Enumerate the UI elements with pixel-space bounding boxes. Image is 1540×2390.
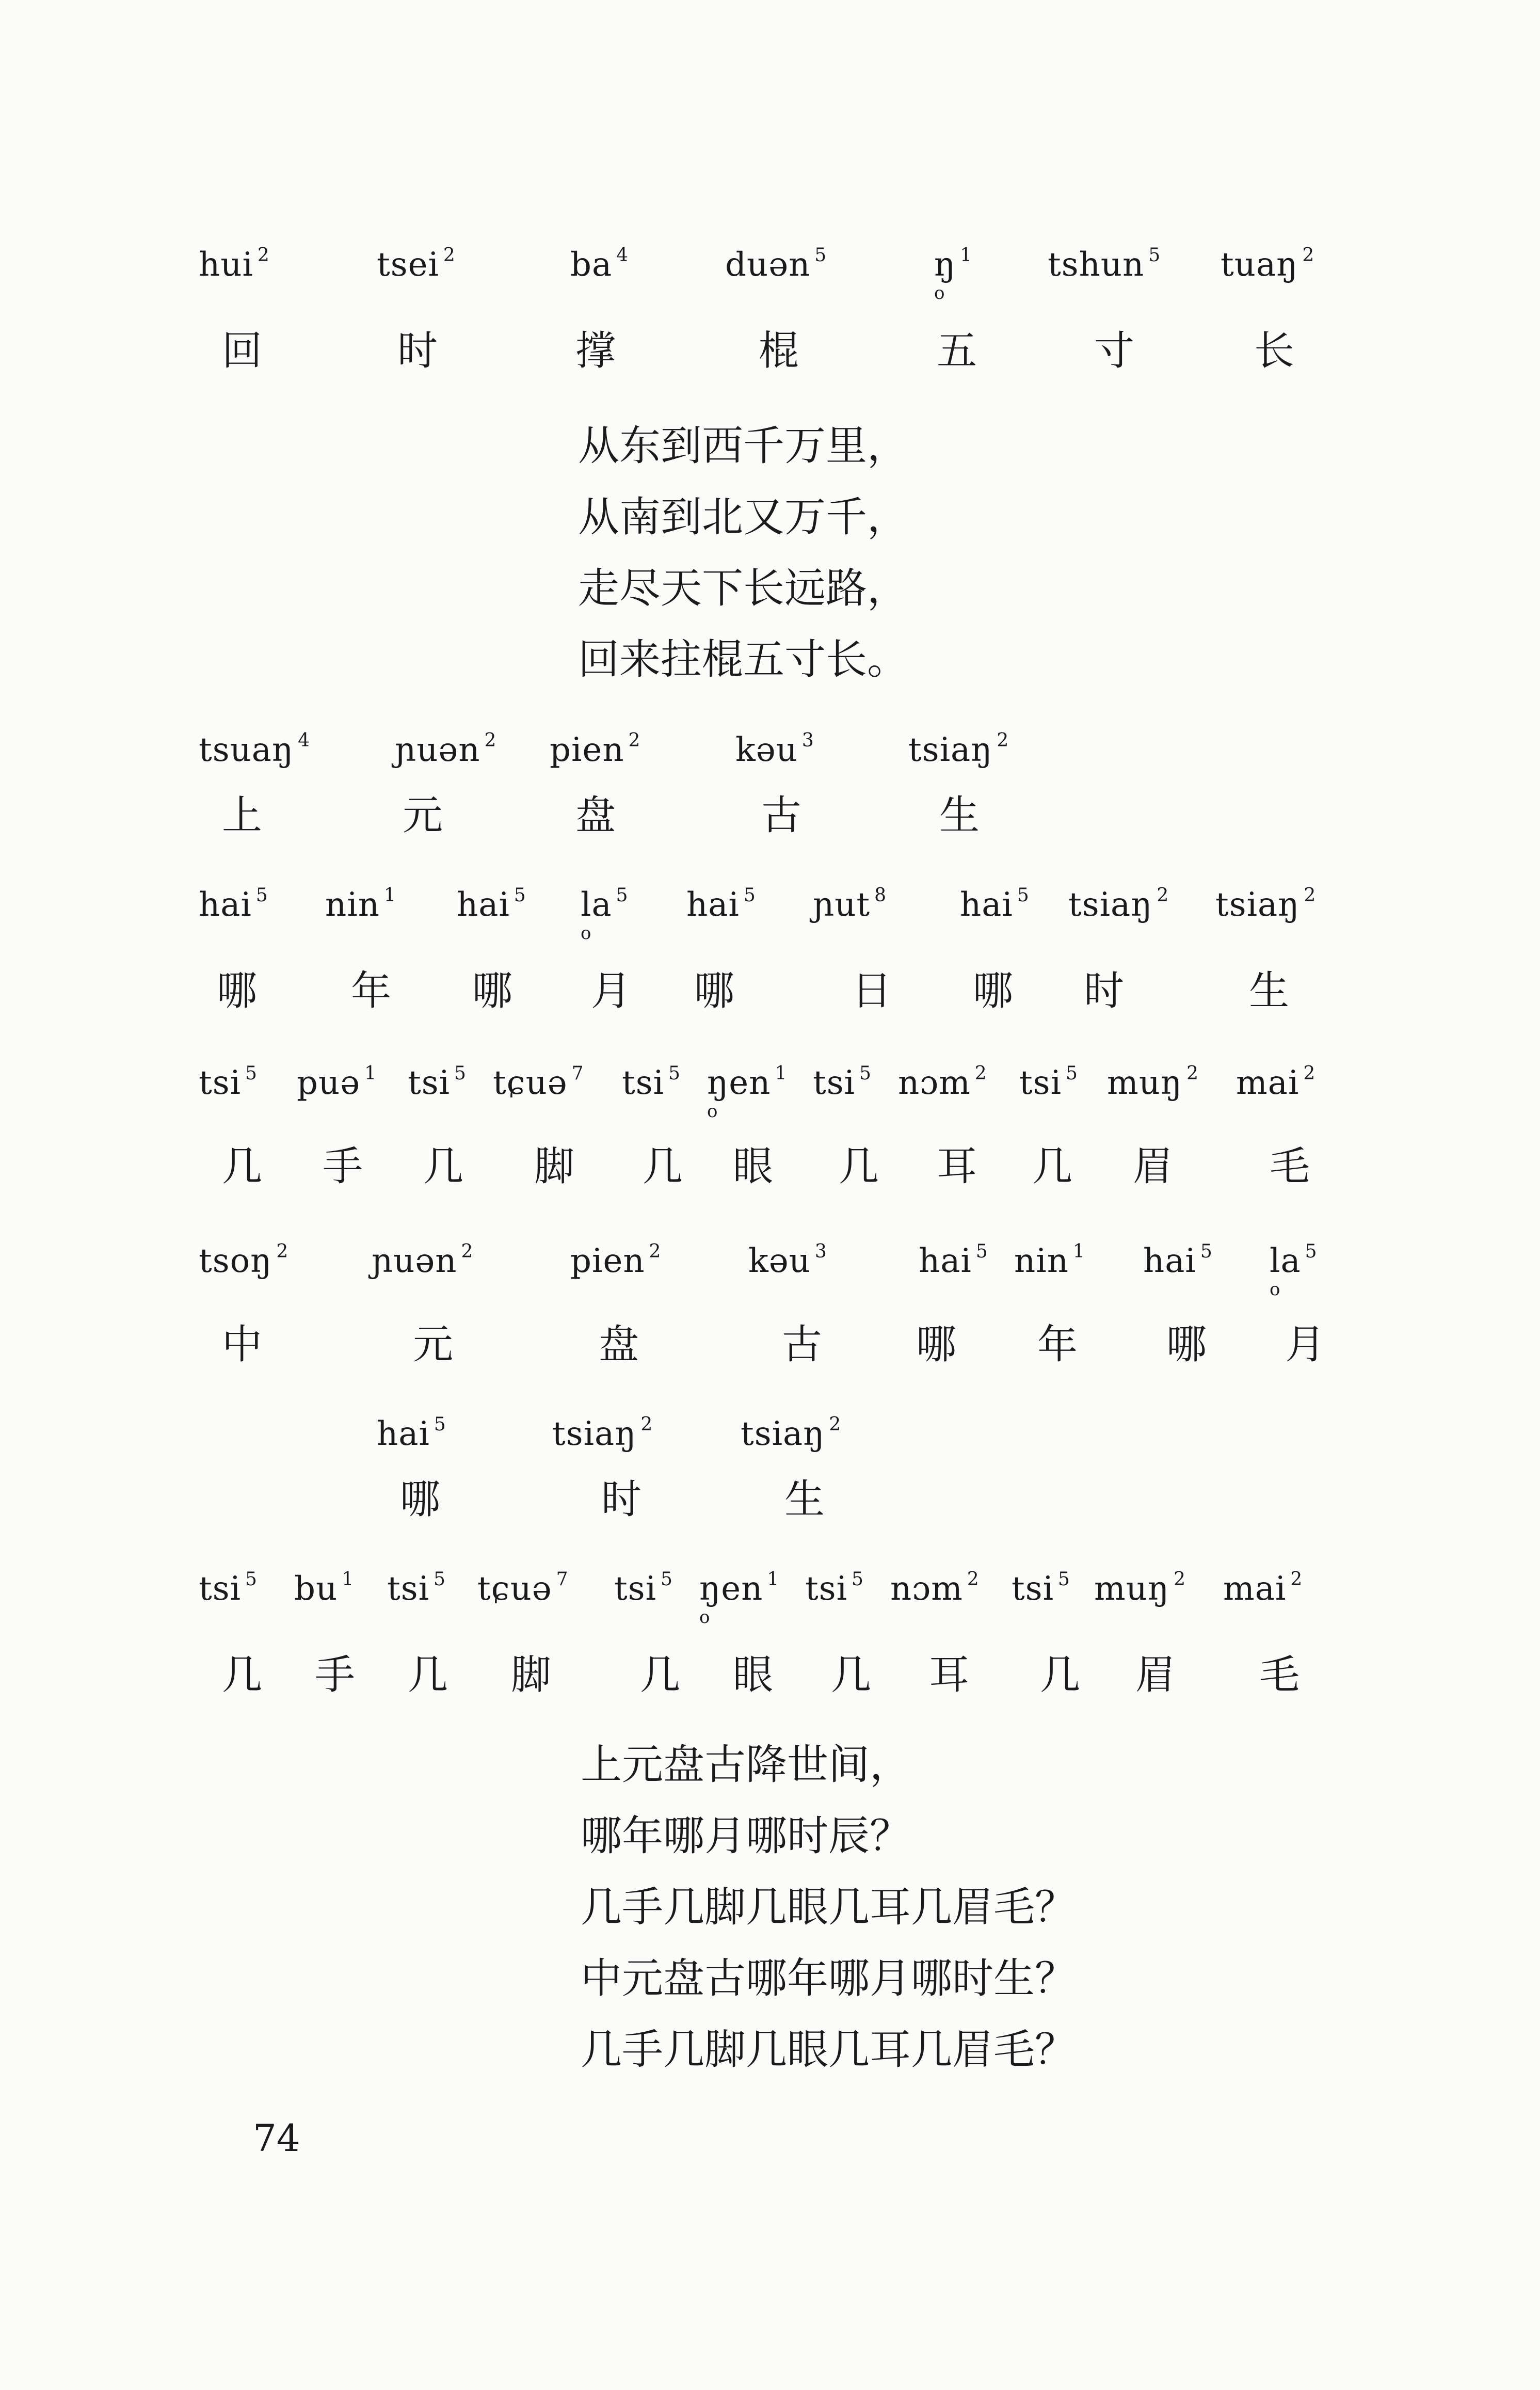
tone-number: 2 bbox=[1186, 1063, 1199, 1084]
tone-number: 5 bbox=[454, 1063, 467, 1084]
tone-number: 5 bbox=[616, 885, 629, 906]
romanized-syllable: tɕuə $^7$ bbox=[477, 1569, 569, 1608]
tone-number: 5 bbox=[1200, 1241, 1213, 1262]
romanized-syllable: hai $^5$ bbox=[686, 885, 756, 924]
tone-number: 5 bbox=[859, 1063, 872, 1084]
tone-number: 4 bbox=[616, 245, 629, 266]
romanized-syllable: hai $^5$ bbox=[1143, 1241, 1213, 1280]
tone-number: 5 bbox=[245, 1063, 258, 1084]
romanized-syllable: tsi $^5$ bbox=[1012, 1569, 1070, 1608]
romanized-syllable: kəu $^3$ bbox=[735, 730, 814, 769]
tone-number: 7 bbox=[571, 1063, 584, 1084]
romanized-syllable: tsi $^5$ bbox=[614, 1569, 673, 1608]
tone-number: 5 bbox=[668, 1063, 681, 1084]
romanized-syllable: ɲuən $^2$ bbox=[372, 1241, 474, 1280]
romanized-syllable: tuaŋ $^2$ bbox=[1221, 245, 1315, 284]
tone-number: 2 bbox=[829, 1414, 842, 1435]
syllabic-mark: o bbox=[934, 283, 945, 304]
hanzi-gloss: 哪 bbox=[217, 968, 258, 1014]
hanzi-gloss: 哪 bbox=[472, 968, 513, 1014]
romanized-syllable: pien $^2$ bbox=[570, 1241, 662, 1280]
tone-number: 2 bbox=[484, 730, 497, 751]
romanized-syllable: nɔm $^2$ bbox=[898, 1063, 987, 1102]
hanzi-gloss: 几 bbox=[1040, 1652, 1081, 1698]
hanzi-gloss: 哪 bbox=[694, 968, 735, 1014]
hanzi-gloss: 月 bbox=[1285, 1321, 1326, 1368]
romanized-syllable: ɲuən $^2$ bbox=[395, 730, 497, 769]
verse-line: 回来拄棍五寸长。 bbox=[578, 635, 908, 683]
hanzi-gloss: 中 bbox=[222, 1321, 263, 1368]
tone-number: 2 bbox=[443, 245, 456, 266]
hanzi-gloss: 盘 bbox=[575, 792, 616, 839]
hanzi-gloss: 几 bbox=[1032, 1143, 1073, 1190]
tone-number: 1 bbox=[383, 885, 396, 906]
syllabic-mark: o bbox=[581, 923, 592, 944]
hanzi-gloss: 时 bbox=[601, 1476, 642, 1523]
hanzi-gloss: 长 bbox=[1254, 328, 1295, 374]
tone-number: 2 bbox=[461, 1241, 474, 1262]
verse-line: 几手几脚几眼几耳几眉毛？ bbox=[581, 2026, 1076, 2074]
hanzi-gloss: 年 bbox=[1037, 1321, 1078, 1368]
tone-number: 2 bbox=[640, 1414, 653, 1435]
romanized-syllable: duən $^5$ bbox=[725, 245, 827, 284]
romanized-syllable: kəu $^3$ bbox=[748, 1241, 827, 1280]
tone-number: 2 bbox=[1174, 1569, 1186, 1590]
tone-number: 2 bbox=[1290, 1569, 1303, 1590]
tone-number: 2 bbox=[1157, 885, 1169, 906]
romanized-syllable: ŋen $^1$ o bbox=[699, 1569, 780, 1628]
hanzi-gloss: 时 bbox=[397, 328, 438, 374]
hanzi-gloss: 耳 bbox=[929, 1652, 970, 1698]
hanzi-gloss: 元 bbox=[403, 792, 443, 839]
tone-number: 5 bbox=[852, 1569, 864, 1590]
tone-number: 2 bbox=[276, 1241, 289, 1262]
hanzi-gloss: 生 bbox=[784, 1476, 825, 1523]
hanzi-gloss: 几 bbox=[423, 1143, 464, 1190]
tone-number: 5 bbox=[814, 245, 827, 266]
romanized-syllable: tsei $^2$ bbox=[377, 245, 456, 284]
syllabic-mark: o bbox=[1270, 1279, 1281, 1300]
romanized-syllable: tsi $^5$ bbox=[408, 1063, 467, 1102]
tone-number: 5 bbox=[514, 885, 526, 906]
romanized-syllable: tsi $^5$ bbox=[387, 1569, 446, 1608]
tone-number: 1 bbox=[767, 1569, 780, 1590]
romanized-syllable: tsuaŋ $^4$ bbox=[199, 730, 311, 769]
romanized-syllable: nin $^1$ bbox=[1014, 1241, 1085, 1280]
hanzi-gloss: 五 bbox=[937, 328, 977, 374]
tone-number: 2 bbox=[967, 1569, 980, 1590]
hanzi-gloss: 哪 bbox=[400, 1476, 441, 1523]
tone-number: 2 bbox=[1304, 885, 1317, 906]
tone-number: 8 bbox=[874, 885, 887, 906]
verse-line: 从东到西千万里， bbox=[578, 422, 908, 470]
romanized-syllable: hai $^5$ bbox=[457, 885, 526, 924]
hanzi-gloss: 时 bbox=[1084, 968, 1125, 1014]
hanzi-gloss: 眉 bbox=[1133, 1143, 1174, 1190]
tone-number: 5 bbox=[434, 1414, 446, 1435]
romanized-syllable: hai $^5$ bbox=[919, 1241, 988, 1280]
hanzi-gloss: 几 bbox=[222, 1652, 263, 1698]
tone-number: 5 bbox=[975, 1241, 988, 1262]
romanized-syllable: tsiaŋ $^2$ bbox=[741, 1414, 842, 1453]
tone-number: 2 bbox=[1303, 1063, 1316, 1084]
hanzi-gloss: 哪 bbox=[916, 1321, 957, 1368]
romanized-syllable: mai $^2$ bbox=[1236, 1063, 1316, 1102]
romanized-syllable: ba $^4$ bbox=[570, 245, 629, 284]
tone-number: 5 bbox=[1148, 245, 1161, 266]
verse-stanza bbox=[581, 1729, 1076, 2085]
tone-number: 1 bbox=[960, 245, 973, 266]
hanzi-gloss: 撑 bbox=[575, 328, 616, 374]
hanzi-gloss: 几 bbox=[839, 1143, 879, 1190]
tone-number: 5 bbox=[743, 885, 756, 906]
romanized-syllable: ŋ $^1$ o bbox=[934, 245, 973, 304]
hanzi-gloss: 上 bbox=[222, 792, 263, 839]
romanized-syllable: mai $^2$ bbox=[1223, 1569, 1303, 1608]
tone-number: 5 bbox=[1305, 1241, 1318, 1262]
verse-line: 几手几脚几眼几耳几眉毛？ bbox=[581, 1883, 1076, 1931]
tone-number: 1 bbox=[775, 1063, 788, 1084]
romanized-syllable: tsi $^5$ bbox=[1019, 1063, 1078, 1102]
romanized-syllable: tsoŋ $^2$ bbox=[199, 1241, 289, 1280]
romanized-syllable: tsi $^5$ bbox=[805, 1569, 864, 1608]
tone-number: 2 bbox=[257, 245, 270, 266]
tone-number: 3 bbox=[801, 730, 814, 751]
tone-number: 5 bbox=[434, 1569, 446, 1590]
hanzi-gloss: 耳 bbox=[937, 1143, 977, 1190]
romanized-syllable: ɲut $^8$ bbox=[813, 885, 887, 924]
romanized-syllable: hai $^5$ bbox=[199, 885, 268, 924]
tone-number: 5 bbox=[1058, 1569, 1070, 1590]
hanzi-gloss: 眉 bbox=[1135, 1652, 1176, 1698]
tone-number: 1 bbox=[342, 1569, 355, 1590]
tone-number: 7 bbox=[556, 1569, 569, 1590]
romanized-syllable: tsi $^5$ bbox=[813, 1063, 872, 1102]
hanzi-gloss: 毛 bbox=[1259, 1652, 1300, 1698]
romanized-syllable: tshun $^5$ bbox=[1048, 245, 1161, 284]
hanzi-gloss: 生 bbox=[1249, 968, 1290, 1014]
romanized-syllable: la $^5$ o bbox=[581, 885, 629, 944]
hanzi-gloss: 生 bbox=[939, 792, 980, 839]
romanized-syllable: tsiaŋ $^2$ bbox=[1068, 885, 1169, 924]
hanzi-gloss: 脚 bbox=[534, 1143, 575, 1190]
romanized-syllable: nɔm $^2$ bbox=[890, 1569, 980, 1608]
romanized-syllable: pien $^2$ bbox=[550, 730, 641, 769]
syllabic-mark: o bbox=[699, 1607, 711, 1628]
hanzi-gloss: 寸 bbox=[1094, 328, 1135, 374]
tone-number: 5 bbox=[1017, 885, 1030, 906]
tone-number: 2 bbox=[1302, 245, 1315, 266]
hanzi-gloss: 手 bbox=[323, 1143, 363, 1190]
hanzi-gloss: 日 bbox=[852, 968, 892, 1014]
tone-number: 5 bbox=[245, 1569, 258, 1590]
romanized-syllable: hai $^5$ bbox=[960, 885, 1030, 924]
tone-number: 3 bbox=[814, 1241, 827, 1262]
hanzi-gloss: 哪 bbox=[973, 968, 1014, 1014]
verse-line: 从南到北又万千， bbox=[578, 493, 908, 541]
verse-line: 哪年哪月哪时辰？ bbox=[581, 1812, 911, 1860]
romanized-syllable: hai $^5$ bbox=[377, 1414, 446, 1453]
hanzi-gloss: 眼 bbox=[733, 1143, 774, 1190]
hanzi-gloss: 古 bbox=[782, 1321, 823, 1368]
tone-number: 5 bbox=[661, 1569, 673, 1590]
verse-line: 中元盘古哪年哪月哪时生？ bbox=[581, 1954, 1076, 2002]
tone-number: 2 bbox=[628, 730, 641, 751]
romanized-syllable: tsiaŋ $^2$ bbox=[1215, 885, 1317, 924]
hanzi-gloss: 回 bbox=[222, 328, 263, 374]
romanized-syllable: tsiaŋ $^2$ bbox=[552, 1414, 653, 1453]
romanized-syllable: tɕuə $^7$ bbox=[493, 1063, 584, 1102]
hanzi-gloss: 手 bbox=[315, 1652, 356, 1698]
romanized-syllable: tsiaŋ $^2$ bbox=[908, 730, 1009, 769]
romanized-syllable: hui $^2$ bbox=[199, 245, 270, 284]
romanized-syllable: puə $^1$ bbox=[297, 1063, 377, 1102]
verse-line: 上元盘古降世间， bbox=[581, 1741, 911, 1789]
tone-number: 2 bbox=[649, 1241, 662, 1262]
hanzi-gloss: 年 bbox=[351, 968, 392, 1014]
verse-stanza bbox=[578, 410, 908, 695]
hanzi-gloss: 盘 bbox=[599, 1321, 639, 1368]
verse-line: 走尽天下长远路， bbox=[578, 564, 908, 612]
romanized-syllable: tsi $^5$ bbox=[199, 1569, 258, 1608]
tone-number: 2 bbox=[974, 1063, 987, 1084]
hanzi-gloss: 元 bbox=[413, 1321, 454, 1368]
hanzi-gloss: 几 bbox=[643, 1143, 683, 1190]
hanzi-gloss: 古 bbox=[761, 792, 802, 839]
tone-number: 1 bbox=[364, 1063, 377, 1084]
romanized-syllable: ŋen $^1$ o bbox=[707, 1063, 788, 1122]
romanized-syllable: muŋ $^2$ bbox=[1094, 1569, 1186, 1608]
hanzi-gloss: 棍 bbox=[759, 328, 799, 374]
romanized-syllable: bu $^1$ bbox=[294, 1569, 355, 1608]
romanized-syllable: la $^5$ o bbox=[1270, 1241, 1318, 1300]
hanzi-gloss: 毛 bbox=[1270, 1143, 1310, 1190]
hanzi-gloss: 眼 bbox=[733, 1652, 774, 1698]
hanzi-gloss: 月 bbox=[591, 968, 632, 1014]
romanized-syllable: muŋ $^2$ bbox=[1107, 1063, 1199, 1102]
tone-number: 4 bbox=[298, 730, 311, 751]
syllabic-mark: o bbox=[707, 1101, 718, 1122]
romanized-syllable: tsi $^5$ bbox=[199, 1063, 258, 1102]
tone-number: 2 bbox=[997, 730, 1009, 751]
hanzi-gloss: 脚 bbox=[511, 1652, 552, 1698]
tone-number: 5 bbox=[255, 885, 268, 906]
tone-number: 1 bbox=[1072, 1241, 1085, 1262]
hanzi-gloss: 几 bbox=[831, 1652, 872, 1698]
page-number: 74 bbox=[253, 2116, 300, 2160]
hanzi-gloss: 几 bbox=[222, 1143, 263, 1190]
hanzi-gloss: 哪 bbox=[1166, 1321, 1207, 1368]
romanized-syllable: tsi $^5$ bbox=[622, 1063, 681, 1102]
hanzi-gloss: 几 bbox=[640, 1652, 681, 1698]
hanzi-gloss: 几 bbox=[408, 1652, 448, 1698]
romanized-syllable: nin $^1$ bbox=[325, 885, 396, 924]
tone-number: 5 bbox=[1066, 1063, 1078, 1084]
